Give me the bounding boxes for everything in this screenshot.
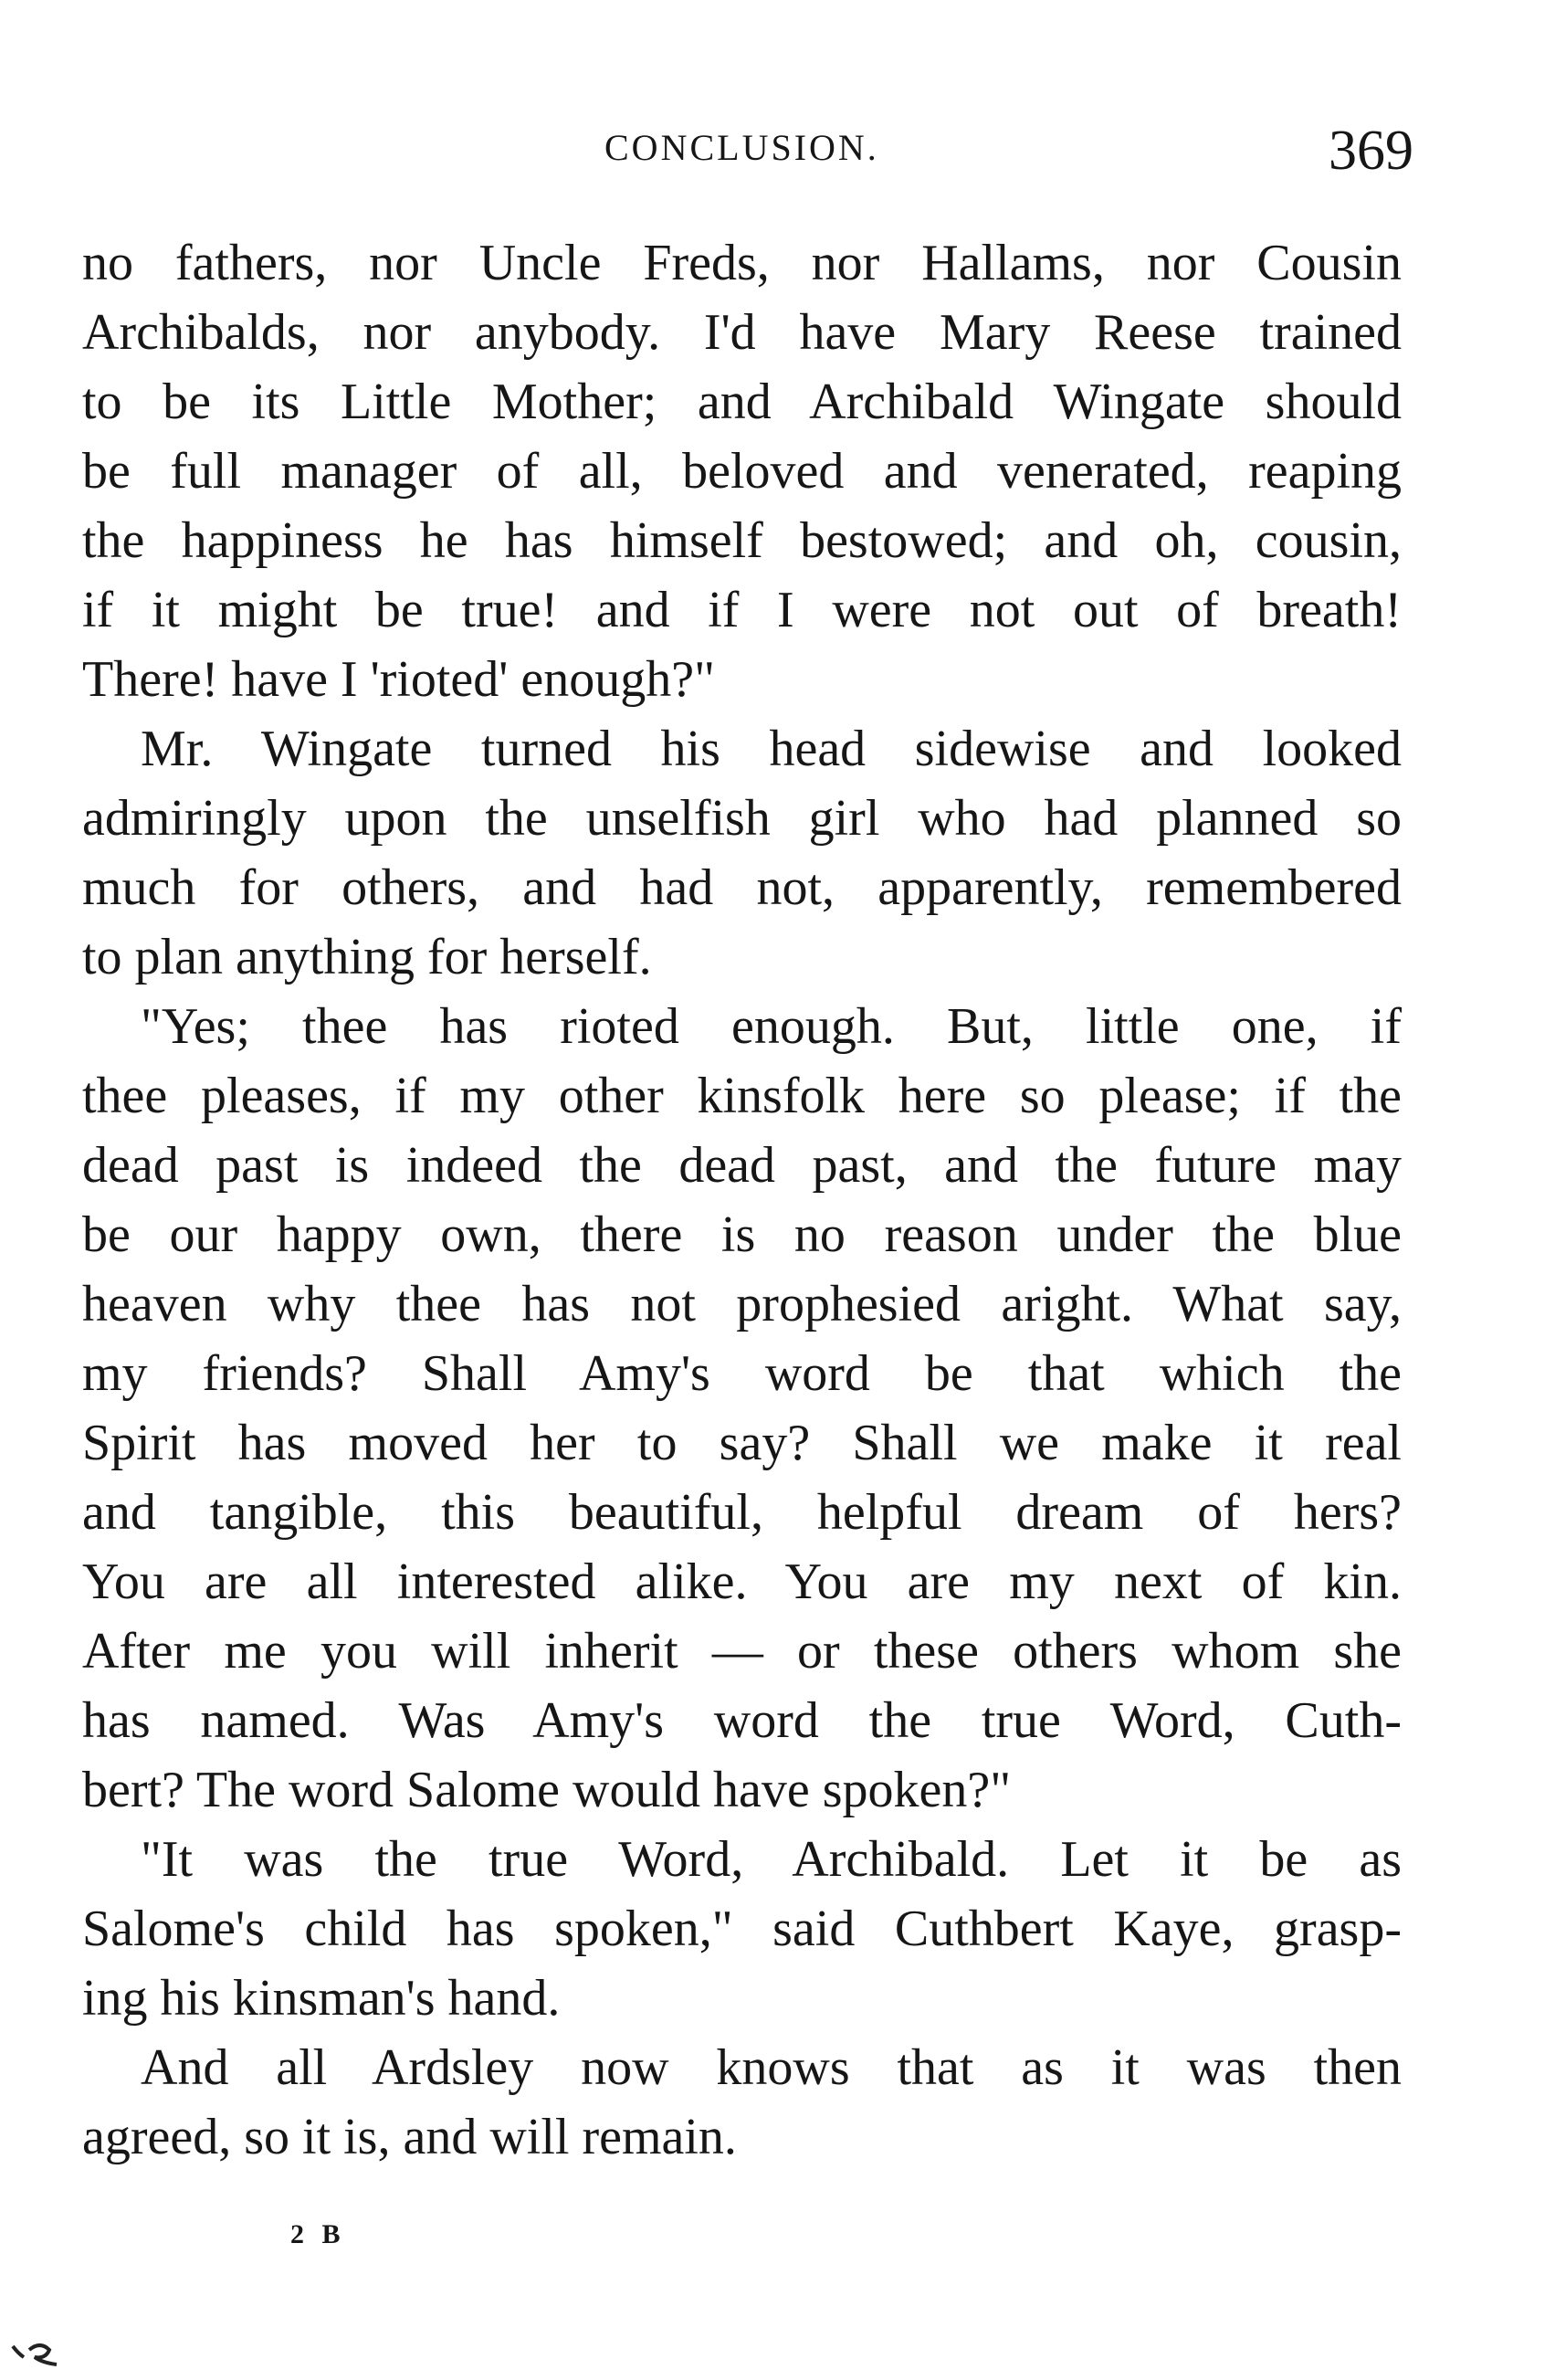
text-line: And all Ardsley now knows that as it was then <box>141 2039 1402 2096</box>
ink-smudge-icon <box>9 2333 64 2370</box>
text-line: agreed, so it is, and will remain. <box>82 2109 737 2165</box>
text-line: "It was the true Word, Archibald. Let it be as <box>141 1831 1402 1888</box>
text-line: be our happy own, there is no reason under the blue <box>82 1206 1402 1263</box>
text-line: ing his kinsman's hand. <box>82 1970 561 2027</box>
text-line: my friends? Shall Amy's word be that which the <box>82 1345 1402 1402</box>
text-line: Salome's child has spoken," said Cuthbert Kaye, grasp- <box>82 1901 1402 1957</box>
text-line: You are all interested alike. You are my next of kin. <box>82 1553 1402 1610</box>
text-line: has named. Was Amy's word the true Word, Cuth- <box>82 1692 1402 1749</box>
text-line: bert? The word Salome would have spoken?" <box>82 1762 1012 1818</box>
text-line: be full manager of all, beloved and venerated, reaping <box>82 443 1402 500</box>
text-line: dead past is indeed the dead past, and the future may <box>82 1137 1402 1194</box>
text-line: no fathers, nor Uncle Freds, nor Hallams, nor Cousin <box>82 235 1402 291</box>
text-line: much for others, and had not, apparently, remembered <box>82 859 1402 916</box>
text-line: heaven why thee has not prophesied aright. What say, <box>82 1276 1402 1332</box>
body-text <box>82 228 1402 2172</box>
text-line: There! have I 'rioted' enough?" <box>82 651 715 708</box>
text-line: if it might be true! and if I were not out of breath! <box>82 582 1402 638</box>
text-line: to plan anything for herself. <box>82 929 652 985</box>
text-line: thee pleases, if my other kinsfolk here so please; if the <box>82 1068 1402 1124</box>
text-line: to be its Little Mother; and Archibald Wingate should <box>82 374 1402 430</box>
page-number: 369 <box>1329 120 1413 182</box>
text-line: and tangible, this beautiful, helpful dream of hers? <box>82 1484 1402 1541</box>
text-line: "Yes; thee has rioted enough. But, little one, if <box>141 998 1402 1055</box>
text-line: Mr. Wingate turned his head sidewise and looked <box>141 721 1402 777</box>
text-line: admiringly upon the unselfish girl who had planned so <box>82 790 1402 847</box>
text-line: the happiness he has himself bestowed; and oh, cousin, <box>82 512 1402 569</box>
signature-mark: 2 B <box>290 2219 346 2249</box>
running-title: CONCLUSION. <box>604 127 879 168</box>
text-line: Spirit has moved her to say? Shall we make it real <box>82 1415 1402 1471</box>
text-line: After me you will inherit — or these others whom she <box>82 1623 1402 1680</box>
text-line: Archibalds, nor anybody. I'd have Mary Reese trained <box>82 304 1402 361</box>
